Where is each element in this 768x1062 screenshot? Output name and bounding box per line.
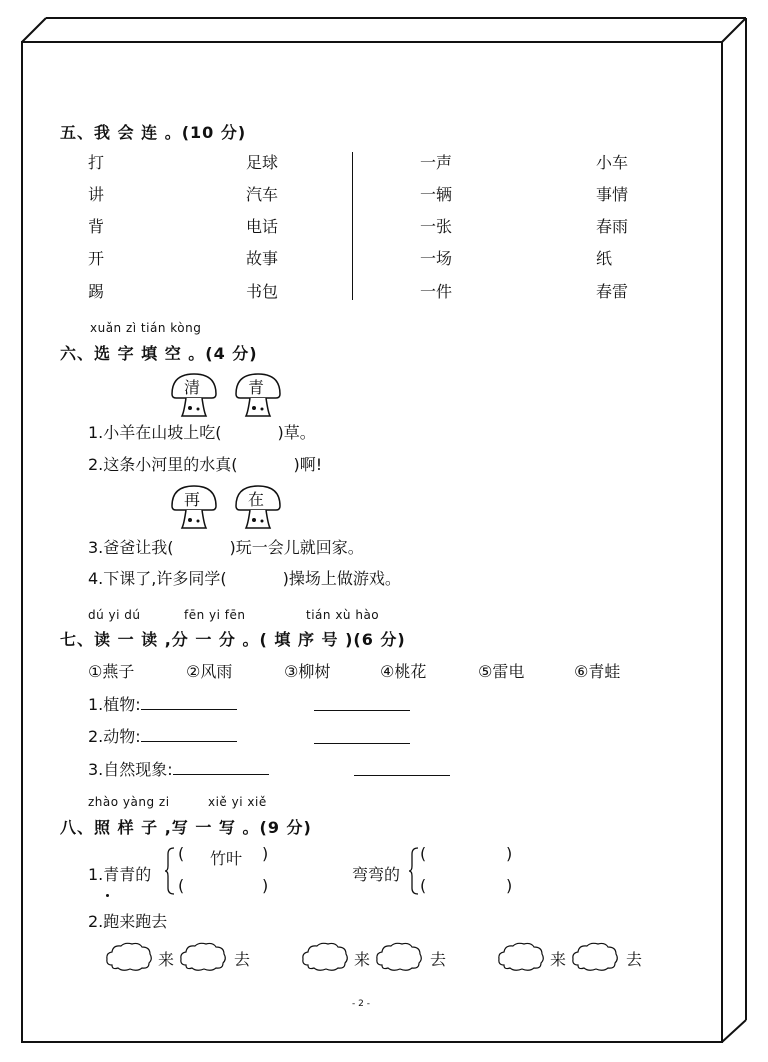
match-item-col4[interactable]: 纸 [596, 249, 613, 268]
section6-title: 六、选 字 填 空 。(4 分) [60, 344, 258, 363]
qu-char: 去 [430, 950, 447, 969]
match-item-col3[interactable]: 一张 [420, 217, 453, 236]
section8-q1-right-label: 弯弯的 [352, 865, 401, 884]
cloud-blank-icon[interactable] [496, 941, 546, 977]
section8-pinyin-write: xiě yi xiě [208, 795, 267, 809]
cloud-blank-icon[interactable] [178, 941, 228, 977]
section7-option-3: ③柳树 [284, 662, 331, 681]
section7-pinyin-sort: fēn yi fēn [184, 608, 246, 622]
section7-row-animals: 2.动物: [88, 724, 237, 747]
match-item-col2[interactable]: 电话 [246, 217, 279, 236]
mushroom-card-zai2 [232, 484, 284, 536]
page-number: - 2 - [352, 999, 370, 1009]
lai-char: 来 [550, 950, 567, 969]
section6-pinyin: xuǎn zì tián kòng [90, 321, 202, 335]
section7-option-5: ⑤雷电 [478, 662, 525, 681]
cloud-blank-icon[interactable] [570, 941, 620, 977]
match-item-col4[interactable]: 春雨 [596, 217, 629, 236]
section8-example-word: 竹叶 [210, 849, 243, 868]
section7-option-4: ④桃花 [380, 662, 427, 681]
match-item-col2[interactable]: 书包 [246, 282, 279, 301]
match-item-col3[interactable]: 一件 [420, 282, 453, 301]
mushroom-char: 青 [248, 378, 265, 397]
match-item-col3[interactable]: 一场 [420, 249, 453, 268]
mushroom-char: 在 [248, 490, 265, 509]
match-item-col3[interactable]: 一辆 [420, 185, 453, 204]
answer-line[interactable] [314, 743, 410, 744]
mushroom-char: 再 [184, 490, 201, 509]
match-item-col4[interactable]: 春雷 [596, 282, 629, 301]
section6-q3: 3.爸爸让我( )玩一会儿就回家。 [88, 538, 364, 557]
mushroom-char: 清 [184, 378, 201, 397]
lai-char: 来 [354, 950, 371, 969]
section8-q1-label: 1.青青的 [88, 865, 152, 884]
section7-row-plants: 1.植物: [88, 692, 237, 715]
match-item-col4[interactable]: 小车 [596, 153, 629, 172]
mushroom-card-zai1 [168, 484, 220, 536]
section5-title: 五、我 会 连 。(10 分) [60, 123, 247, 142]
section7-row-nature: 3.自然现象: [88, 757, 269, 780]
match-item-col1[interactable]: 开 [88, 249, 105, 268]
worksheet-page [22, 42, 722, 1042]
emphasis-dot [106, 894, 109, 897]
section6-q4: 4.下课了,许多同学( )操场上做游戏。 [88, 569, 401, 588]
mushroom-card-qing2 [232, 372, 284, 424]
qu-char: 去 [234, 950, 251, 969]
section6-q2: 2.这条小河里的水真( )啊! [88, 455, 323, 474]
section7-title: 七、读 一 读 ,分 一 分 。( 填 序 号 )(6 分) [60, 630, 406, 649]
match-item-col2[interactable]: 足球 [246, 153, 279, 172]
section8-title: 八、照 样 子 ,写 一 写 。(9 分) [60, 818, 312, 837]
section7-pinyin-fill: tián xù hào [306, 608, 380, 622]
paren-open: ( [178, 876, 185, 895]
answer-line[interactable] [141, 708, 237, 710]
section5-divider [352, 152, 353, 300]
paren-close: ) [506, 876, 513, 895]
section7-pinyin-read: dú yi dú [88, 608, 141, 622]
match-item-col2[interactable]: 故事 [246, 249, 279, 268]
paren-close: ) [262, 844, 269, 863]
cloud-blank-icon[interactable] [374, 941, 424, 977]
paren-open: ( [420, 844, 427, 863]
match-item-col1[interactable]: 讲 [88, 185, 105, 204]
qu-char: 去 [626, 950, 643, 969]
section8-pinyin-example: zhào yàng zi [88, 795, 170, 809]
paren-close: ) [262, 876, 269, 895]
match-item-col2[interactable]: 汽车 [246, 185, 279, 204]
cloud-blank-icon[interactable] [104, 941, 154, 977]
lai-char: 来 [158, 950, 175, 969]
match-item-col1[interactable]: 背 [88, 217, 105, 236]
answer-line[interactable] [354, 775, 450, 776]
section6-q1: 1.小羊在山坡上吃( )草。 [88, 423, 316, 442]
cloud-blank-icon[interactable] [300, 941, 350, 977]
answer-line[interactable] [141, 740, 237, 742]
mushroom-card-qing1 [168, 372, 220, 424]
section8-q2: 2.跑来跑去 [88, 912, 168, 931]
left-brace-icon [164, 846, 176, 896]
match-item-col1[interactable]: 踢 [88, 282, 105, 301]
answer-line[interactable] [314, 710, 410, 711]
match-item-col1[interactable]: 打 [88, 153, 105, 172]
section7-option-6: ⑥青蛙 [574, 662, 621, 681]
paren-open: ( [420, 876, 427, 895]
paren-close: ) [506, 844, 513, 863]
left-brace-icon [408, 846, 420, 896]
section7-option-2: ②风雨 [186, 662, 233, 681]
match-item-col4[interactable]: 事情 [596, 185, 629, 204]
paren-open: ( [178, 844, 185, 863]
section7-option-1: ①燕子 [88, 662, 135, 681]
answer-line[interactable] [173, 773, 269, 775]
match-item-col3[interactable]: 一声 [420, 153, 453, 172]
